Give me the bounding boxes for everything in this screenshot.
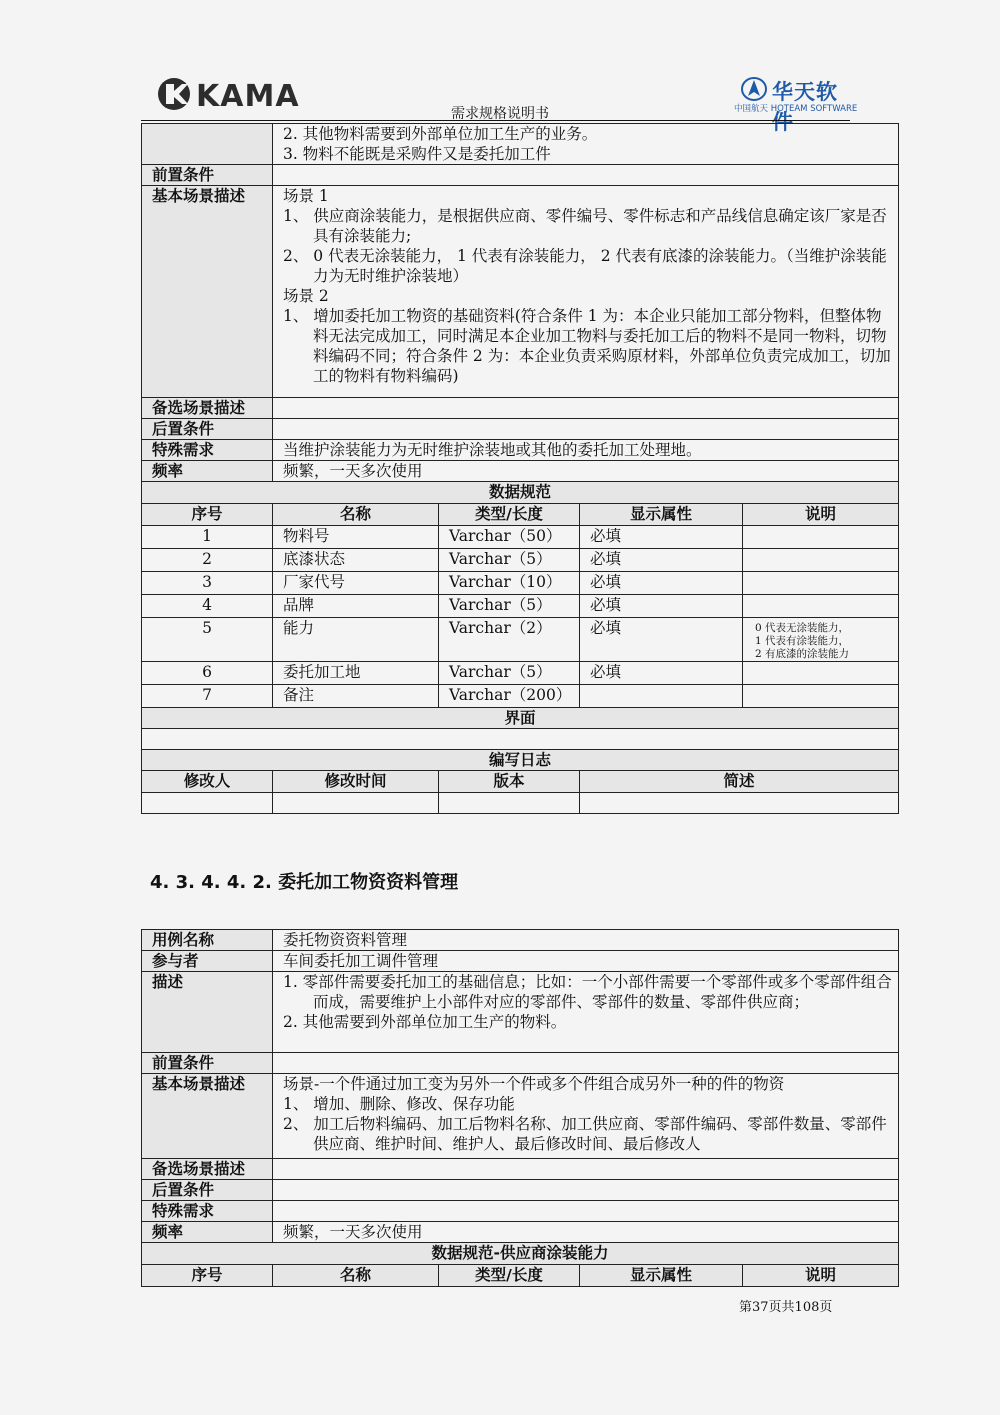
doc-title: 需求规格说明书 — [451, 106, 549, 122]
precondition-value — [273, 165, 899, 186]
hoteam-logo-name: 华天软件 — [772, 80, 838, 134]
continued-description: 2. 其他物料需要到外部单位加工生产的业务。 3. 物料不能既是采购件又是委托加工件 — [273, 124, 899, 165]
header-rule — [141, 120, 850, 121]
hoteam-logo-sub: 中国航天 HOTEAM SOFTWARE — [734, 104, 858, 114]
alt-scenario-label-2: 备选场景描述 — [142, 1159, 273, 1180]
col-header-name: 名称 — [273, 504, 439, 526]
description-label: 描述 — [142, 972, 273, 1053]
table-row: 5 能力 Varchar（2） 必填 0 代表无涂装能力， 1 代表有涂装能力， 2 有底漆的涂装能力 — [142, 618, 899, 662]
table-row: 4 品牌 Varchar（5） 必填 — [142, 595, 899, 618]
col-header-attr-2: 显示属性 — [580, 1265, 743, 1287]
special-req-value-2 — [273, 1201, 899, 1222]
ui-section-body — [142, 729, 899, 750]
col-header-no: 序号 — [142, 504, 273, 526]
postcondition-label-2: 后置条件 — [142, 1180, 273, 1201]
col-header-note-2: 说明 — [743, 1265, 899, 1287]
table-row: 7 备注 Varchar（200） — [142, 685, 899, 708]
usecase-table-continued — [141, 123, 899, 814]
basic-scenario-value-2: 场景-一个件通过加工变为另外一个件或多个件组合成另外一种的件的物资 1、 增加、删除、修改、保存功能 2、 加工后物料编码、加工后物料名称、加工供应商、零部件编码、零部件数量、零部件供应商、维护时间、维护人、最后修改时间、最后修改人 — [273, 1074, 899, 1159]
section-heading: 4. 3. 4. 4. 2. 委托加工物资资料管理 — [150, 872, 459, 893]
alt-scenario-label: 备选场景描述 — [142, 398, 273, 419]
col-header-type: 类型/长度 — [439, 504, 580, 526]
special-req-label-2: 特殊需求 — [142, 1201, 273, 1222]
usecase-name-value: 委托物资资料管理 — [273, 930, 899, 951]
log-col-time: 修改时间 — [273, 771, 439, 793]
continued-label-cell — [142, 124, 273, 165]
hoteam-emblem-icon — [740, 76, 768, 102]
precondition-label: 前置条件 — [142, 165, 273, 186]
col-header-type-2: 类型/长度 — [439, 1265, 580, 1287]
description-value: 1. 零部件需要委托加工的基础信息；比如：一个小部件需要一个零部件或多个零部件组合而成，需要维护上小部件对应的零部件、零部件的数量、零部件供应商； 2. 其他需要到外部单位加工生产的物料。 — [273, 972, 899, 1053]
table-row: 2 底漆状态 Varchar（5） 必填 — [142, 549, 899, 572]
page-number: 第37页共108页 — [739, 1300, 833, 1315]
frequency-value: 频繁，一天多次使用 — [273, 461, 899, 482]
actor-label: 参与者 — [142, 951, 273, 972]
frequency-label: 频率 — [142, 461, 273, 482]
data-spec-title: 数据规范 — [142, 482, 899, 504]
postcondition-value — [273, 419, 899, 440]
table-row: 6 委托加工地 Varchar（5） 必填 — [142, 662, 899, 685]
ui-section-title: 界面 — [142, 708, 899, 729]
log-col-version: 版本 — [439, 771, 580, 793]
table-row: 3 厂家代号 Varchar（10） 必填 — [142, 572, 899, 595]
postcondition-label: 后置条件 — [142, 419, 273, 440]
usecase-table — [141, 929, 899, 1287]
log-col-modifier: 修改人 — [142, 771, 273, 793]
special-req-value: 当维护涂装能力为无时维护涂装地或其他的委托加工处理地。 — [273, 440, 899, 461]
basic-scenario-label: 基本场景描述 — [142, 186, 273, 398]
basic-scenario-label-2: 基本场景描述 — [142, 1074, 273, 1159]
precondition-label-2: 前置条件 — [142, 1053, 273, 1074]
precondition-value-2 — [273, 1053, 899, 1074]
alt-scenario-value — [273, 398, 899, 419]
frequency-label-2: 频率 — [142, 1222, 273, 1243]
basic-scenario-value: 场景 1 1、 供应商涂装能力，是根据供应商、零件编号、零件标志和产品线信息确定该厂家是否具有涂装能力; 2、 0 代表无涂装能力， 1 代表有涂装能力， 2 代表有底漆的涂装能力。（当维护涂装能力为无时维护涂装地） 场景 2 1、 增加委托加工物资的基础资料(符合条件 1 为：本企业只能加工部分物料，但整体物料无法完成加工，同时满足本企业加工物料与委托加工后的物料不是同一物料，切物料编码不同；符合条件 2 为：本企业负责采购原材料，外部单位负责完成加工，切加工的物料有物料编码) — [273, 186, 899, 398]
log-row — [142, 793, 899, 814]
usecase-name-label: 用例名称 — [142, 930, 273, 951]
data-spec-title-2: 数据规范-供应商涂装能力 — [142, 1243, 899, 1265]
col-header-note: 说明 — [743, 504, 899, 526]
postcondition-value-2 — [273, 1180, 899, 1201]
log-col-summary: 简述 — [580, 771, 899, 793]
col-header-no-2: 序号 — [142, 1265, 273, 1287]
col-header-name-2: 名称 — [273, 1265, 439, 1287]
svg-text:KAMA: KAMA — [196, 79, 300, 114]
capability-note: 0 代表无涂装能力， 1 代表有涂装能力， 2 有底漆的涂装能力 — [743, 618, 899, 662]
col-header-attr: 显示属性 — [580, 504, 743, 526]
alt-scenario-value-2 — [273, 1159, 899, 1180]
table-row: 1 物料号 Varchar（50） 必填 — [142, 526, 899, 549]
change-log-title: 编写日志 — [142, 750, 899, 771]
frequency-value-2: 频繁，一天多次使用 — [273, 1222, 899, 1243]
actor-value: 车间委托加工调件管理 — [273, 951, 899, 972]
special-req-label: 特殊需求 — [142, 440, 273, 461]
